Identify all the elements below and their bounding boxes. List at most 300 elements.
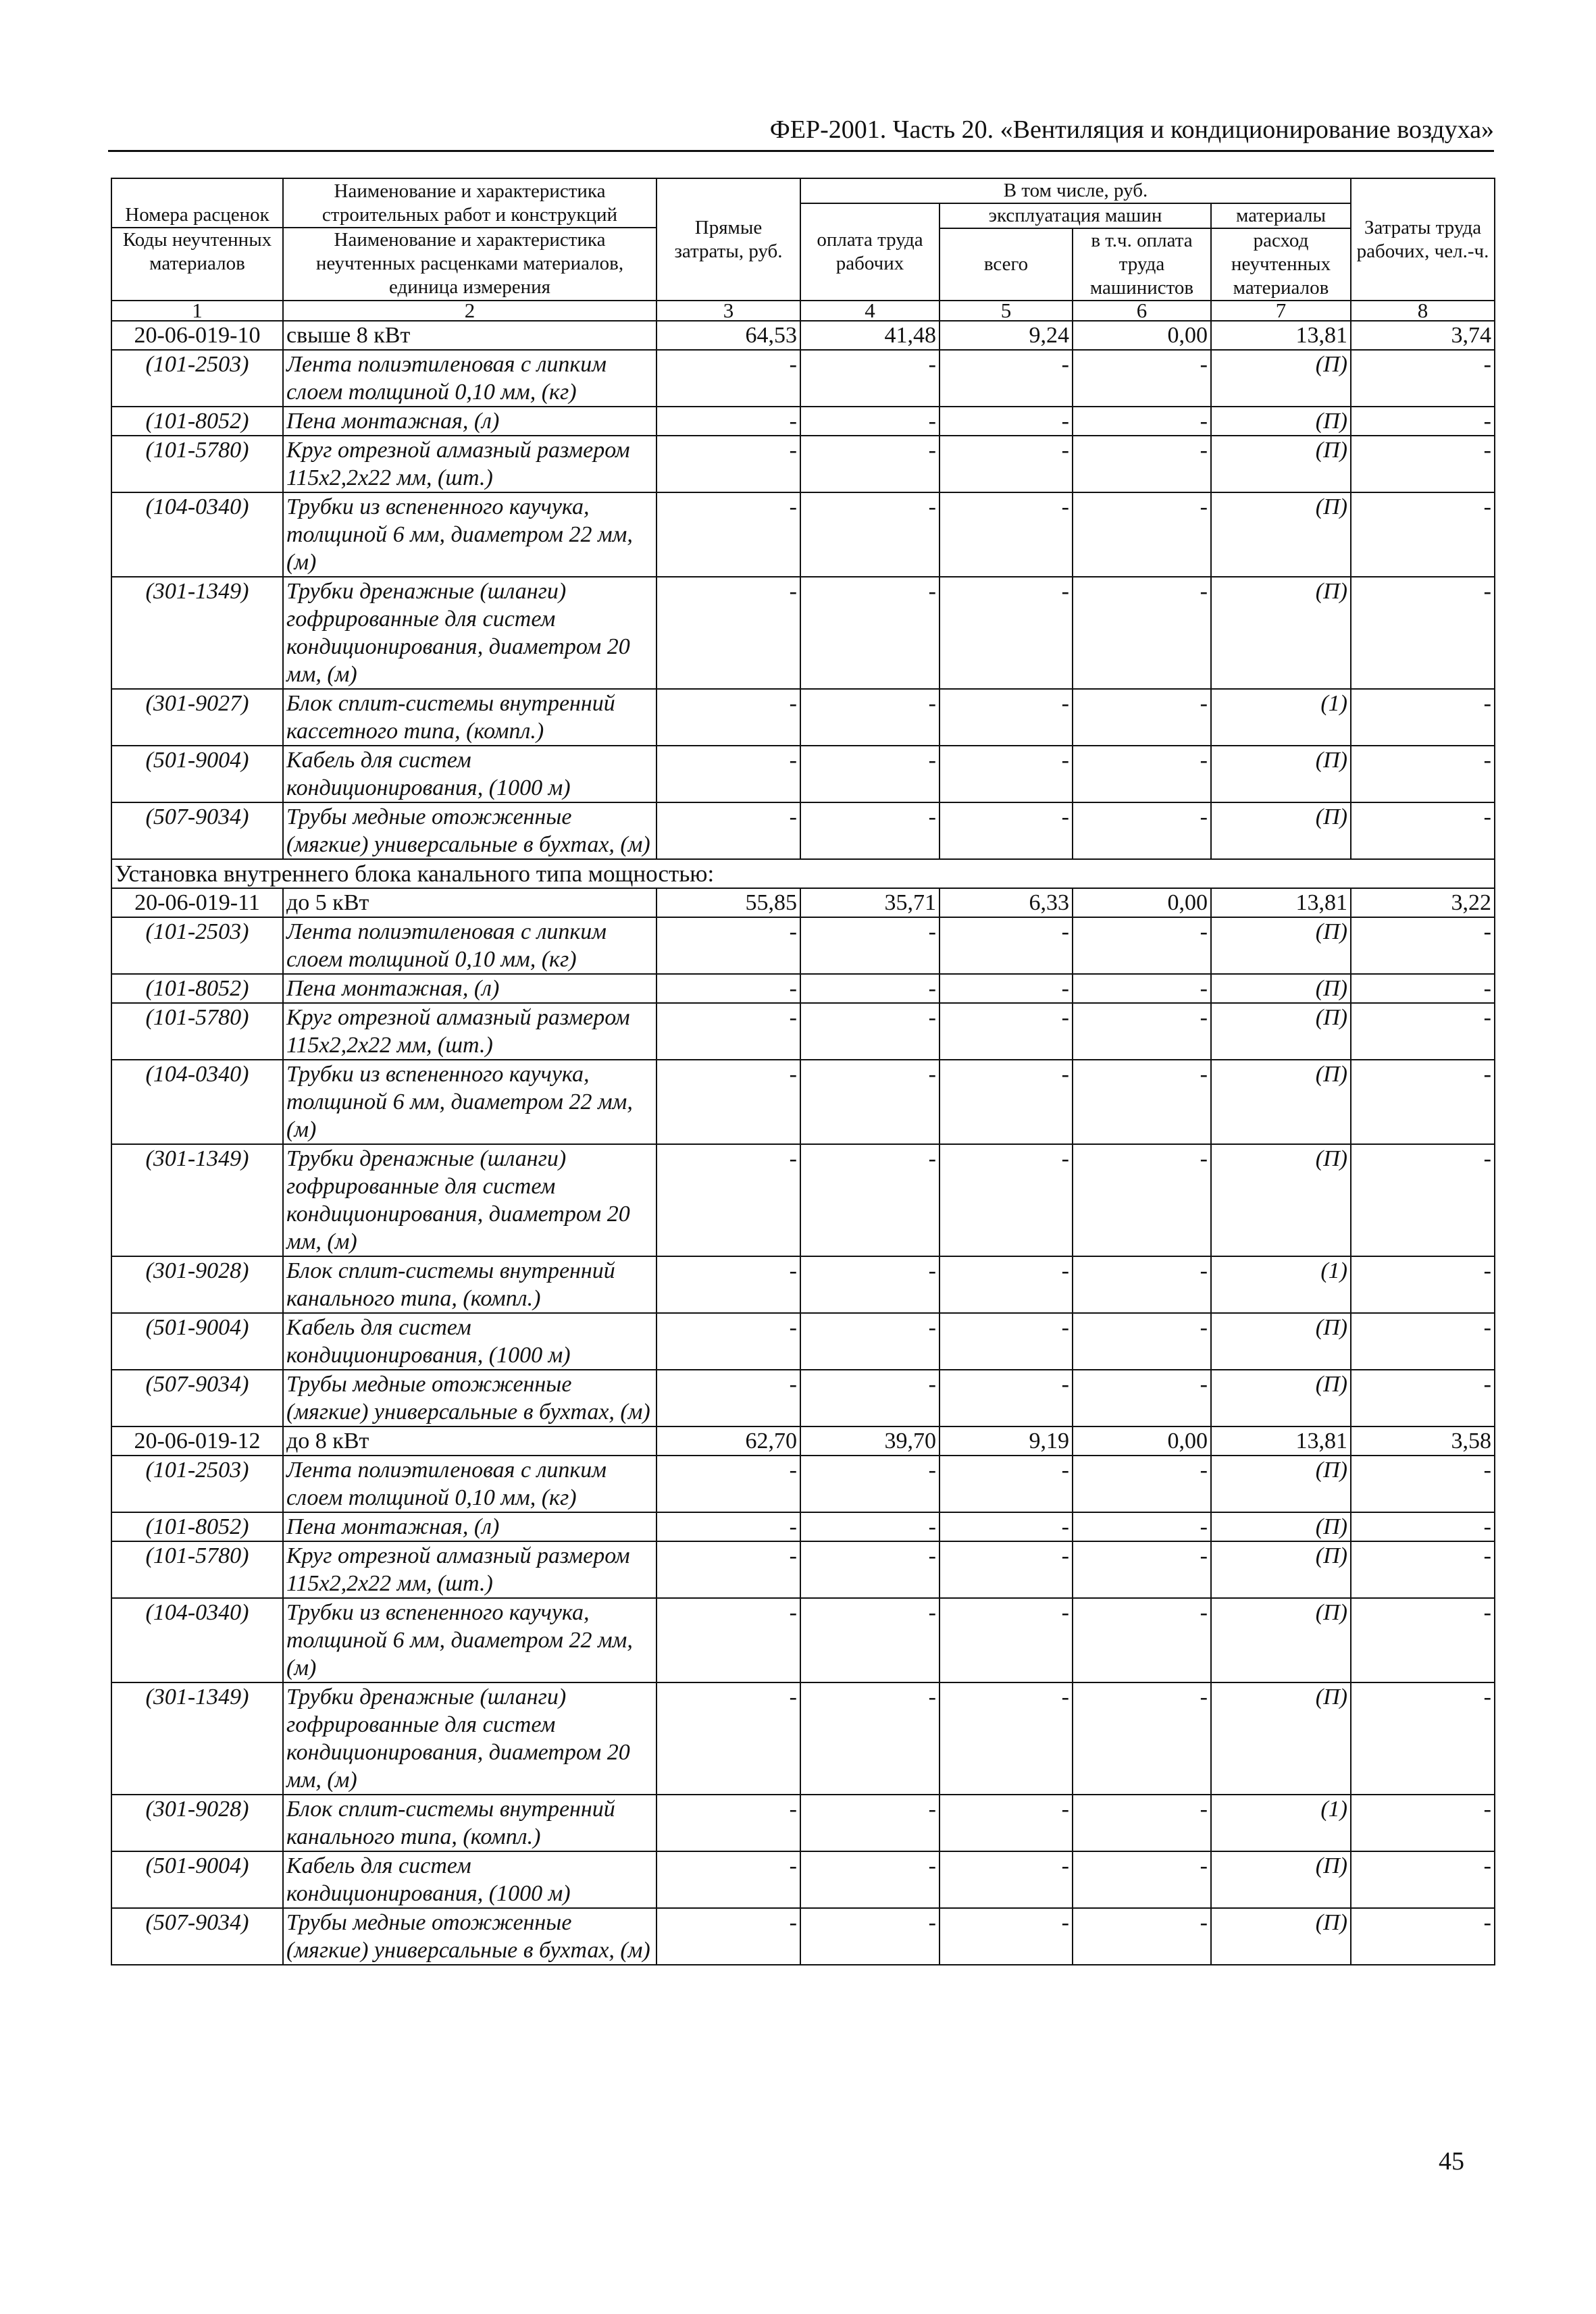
dash-cell: -	[800, 1256, 939, 1313]
dash-cell: -	[1351, 1682, 1495, 1795]
rate-row	[111, 321, 1495, 350]
material-usage	[1211, 577, 1351, 689]
dash-cell: -	[1073, 1456, 1211, 1512]
material-name-text: Лента полиэтиленовая с липким слоем толщиной 0,10 мм, (кг)	[286, 1458, 607, 1510]
labor-pay-value: 35,71	[800, 888, 939, 917]
dash-cell: -	[800, 577, 939, 689]
rates-table	[111, 178, 1495, 1965]
dash-cell: -	[657, 1851, 800, 1908]
material-code	[111, 1003, 283, 1060]
dash-cell: -	[800, 407, 939, 436]
material-usage	[1211, 1682, 1351, 1795]
dash-cell: -	[1073, 917, 1211, 974]
dash-cell: -	[1073, 407, 1211, 436]
material-code-text: (301-1349)	[145, 1146, 249, 1171]
dash-cell: -	[1073, 1060, 1211, 1144]
dash-cell: -	[1351, 1003, 1495, 1060]
dash-cell: -	[800, 1370, 939, 1426]
dash-cell: -	[657, 436, 800, 492]
dash-cell: -	[1073, 1256, 1211, 1313]
material-code	[111, 1598, 283, 1682]
dash-cell: -	[800, 1541, 939, 1598]
machines-labor-value: 0,00	[1073, 888, 1211, 917]
dash-cell: -	[657, 1512, 800, 1541]
dash-cell: -	[800, 1598, 939, 1682]
material-usage-text: (1)	[1320, 1797, 1347, 1822]
dash-cell: -	[800, 1456, 939, 1512]
dash-cell: -	[1351, 1256, 1495, 1313]
material-name	[283, 1370, 657, 1426]
dash-cell: -	[657, 492, 800, 577]
direct-costs-value: 64,53	[657, 321, 800, 350]
material-code-text: (507-9034)	[145, 1372, 249, 1397]
material-usage	[1211, 492, 1351, 577]
material-usage	[1211, 1456, 1351, 1512]
material-row	[111, 1144, 1495, 1256]
rate-row	[111, 888, 1495, 917]
material-usage-text: (П)	[1315, 976, 1347, 1001]
dash-cell: -	[800, 1313, 939, 1370]
machines-total-value: 6,33	[939, 888, 1073, 917]
material-usage-text: (П)	[1315, 1062, 1347, 1087]
material-name	[283, 1541, 657, 1598]
material-name-text: Блок сплит-системы внутренний канального типа, (компл.)	[286, 1258, 615, 1311]
dash-cell: -	[939, 407, 1073, 436]
column-number: 2	[283, 301, 657, 321]
direct-costs-header: Прямые затраты, руб.	[657, 178, 800, 301]
column-number: 8	[1351, 301, 1495, 321]
dash-cell: -	[800, 436, 939, 492]
material-row	[111, 1512, 1495, 1541]
material-name	[283, 689, 657, 746]
dash-cell: -	[657, 407, 800, 436]
materials-header: материалы	[1211, 203, 1351, 228]
dash-cell: -	[657, 1541, 800, 1598]
material-name-text: Трубки из вспененного каучука, толщиной 6 мм, диаметром 22 мм, (м)	[286, 1600, 633, 1680]
material-usage	[1211, 350, 1351, 407]
material-usage	[1211, 1003, 1351, 1060]
dash-cell: -	[1351, 689, 1495, 746]
material-name	[283, 917, 657, 974]
material-usage-text: (П)	[1315, 579, 1347, 604]
material-code	[111, 350, 283, 407]
dash-cell: -	[800, 746, 939, 802]
material-usage	[1211, 974, 1351, 1003]
material-code	[111, 1370, 283, 1426]
dash-cell: -	[939, 689, 1073, 746]
material-name	[283, 802, 657, 859]
dash-cell: -	[939, 1256, 1073, 1313]
material-usage	[1211, 802, 1351, 859]
material-usage	[1211, 1256, 1351, 1313]
material-row	[111, 1370, 1495, 1426]
material-code	[111, 802, 283, 859]
direct-costs-value: 55,85	[657, 888, 800, 917]
material-name-text: Кабель для систем кондиционирования, (1000 м)	[286, 1315, 571, 1368]
dash-cell: -	[939, 1682, 1073, 1795]
material-row	[111, 974, 1495, 1003]
material-code	[111, 746, 283, 802]
material-usage-text: (П)	[1315, 494, 1347, 519]
page-header-title: ФЕР-2001. Часть 20. «Вентиляция и кондиционирование воздуха»	[769, 115, 1494, 144]
material-name-text: Лента полиэтиленовая с липким слоем толщиной 0,10 мм, (кг)	[286, 352, 607, 405]
dash-cell: -	[939, 1060, 1073, 1144]
header-rule	[108, 150, 1494, 152]
dash-cell: -	[1073, 746, 1211, 802]
including-header: В том числе, руб.	[800, 178, 1351, 203]
material-usage-text: (П)	[1315, 748, 1347, 773]
material-usage	[1211, 1144, 1351, 1256]
material-name	[283, 1682, 657, 1795]
material-name-text: Пена монтажная, (л)	[286, 409, 500, 434]
material-code	[111, 1682, 283, 1795]
dash-cell: -	[657, 1682, 800, 1795]
material-code-text: (101-2503)	[145, 919, 249, 944]
dash-cell: -	[657, 1144, 800, 1256]
material-code-text: (301-9028)	[145, 1797, 249, 1822]
material-usage	[1211, 1313, 1351, 1370]
material-code	[111, 577, 283, 689]
material-usage-text: (П)	[1315, 1600, 1347, 1625]
dash-cell: -	[939, 746, 1073, 802]
column-number: 7	[1211, 301, 1351, 321]
material-row	[111, 407, 1495, 436]
dash-cell: -	[939, 1313, 1073, 1370]
material-code-text: (101-5780)	[145, 1543, 249, 1568]
dash-cell: -	[1351, 974, 1495, 1003]
dash-cell: -	[1351, 492, 1495, 577]
dash-cell: -	[1073, 577, 1211, 689]
material-usage-text: (П)	[1315, 438, 1347, 463]
material-usage-text: (П)	[1315, 804, 1347, 829]
material-name	[283, 1060, 657, 1144]
dash-cell: -	[939, 802, 1073, 859]
material-row	[111, 1456, 1495, 1512]
material-name	[283, 1512, 657, 1541]
dash-cell: -	[657, 1313, 800, 1370]
material-usage	[1211, 1598, 1351, 1682]
material-usage-text: (1)	[1320, 691, 1347, 716]
material-code-text: (101-8052)	[145, 409, 249, 434]
materials-use-header: расход неучтенных материалов	[1211, 228, 1351, 301]
material-code-text: (101-2503)	[145, 352, 249, 377]
rate-row	[111, 1426, 1495, 1456]
dash-cell: -	[800, 689, 939, 746]
material-name	[283, 407, 657, 436]
material-usage	[1211, 1851, 1351, 1908]
material-usage-text: (П)	[1315, 1685, 1347, 1709]
material-name-text: Лента полиэтиленовая с липким слоем толщиной 0,10 мм, (кг)	[286, 919, 607, 972]
material-row	[111, 1795, 1495, 1851]
material-code-text: (101-8052)	[145, 1514, 249, 1539]
dash-cell: -	[657, 1060, 800, 1144]
material-name	[283, 1598, 657, 1682]
dash-cell: -	[657, 1256, 800, 1313]
dash-cell: -	[800, 492, 939, 577]
material-code	[111, 1144, 283, 1256]
column-number: 4	[800, 301, 939, 321]
material-code	[111, 407, 283, 436]
dash-cell: -	[1073, 1003, 1211, 1060]
material-row	[111, 746, 1495, 802]
material-code-text: (501-9004)	[145, 748, 249, 773]
material-name	[283, 577, 657, 689]
dash-cell: -	[939, 1598, 1073, 1682]
page-number: 45	[1439, 2147, 1464, 2176]
dash-cell: -	[800, 1795, 939, 1851]
dash-cell: -	[1073, 350, 1211, 407]
material-usage	[1211, 1795, 1351, 1851]
material-code	[111, 1795, 283, 1851]
material-usage	[1211, 689, 1351, 746]
labor-cost-value: 3,74	[1351, 321, 1495, 350]
material-code-text: (507-9034)	[145, 1910, 249, 1935]
dash-cell: -	[1351, 1598, 1495, 1682]
col2-header-bottom: Наименование и характеристика неучтенных расценками материалов, единица измерения	[315, 229, 624, 298]
dash-cell: -	[657, 974, 800, 1003]
material-row	[111, 436, 1495, 492]
dash-cell: -	[1351, 1060, 1495, 1144]
material-name-text: Трубки дренажные (шланги) гофрированные для систем кондиционирования, диаметром 20 мм, (м)	[286, 579, 630, 687]
dash-cell: -	[1351, 577, 1495, 689]
material-row	[111, 1313, 1495, 1370]
rate-name: до 5 кВт	[283, 888, 657, 917]
column-number: 3	[657, 301, 800, 321]
material-code	[111, 1512, 283, 1541]
dash-cell: -	[1351, 1512, 1495, 1541]
material-name	[283, 1144, 657, 1256]
material-name-text: Пена монтажная, (л)	[286, 1514, 500, 1539]
material-code	[111, 492, 283, 577]
material-name-text: Кабель для систем кондиционирования, (1000 м)	[286, 748, 571, 800]
dash-cell: -	[1351, 350, 1495, 407]
dash-cell: -	[939, 1370, 1073, 1426]
dash-cell: -	[657, 1795, 800, 1851]
material-name	[283, 1851, 657, 1908]
material-usage-text: (П)	[1315, 1543, 1347, 1568]
dash-cell: -	[1351, 1795, 1495, 1851]
direct-costs-value: 62,70	[657, 1426, 800, 1456]
dash-cell: -	[657, 577, 800, 689]
material-code	[111, 1256, 283, 1313]
material-name-text: Пена монтажная, (л)	[286, 976, 500, 1001]
material-name	[283, 1456, 657, 1512]
dash-cell: -	[939, 1144, 1073, 1256]
dash-cell: -	[1073, 1851, 1211, 1908]
dash-cell: -	[939, 1851, 1073, 1908]
dash-cell: -	[1351, 1851, 1495, 1908]
dash-cell: -	[1351, 746, 1495, 802]
dash-cell: -	[800, 1003, 939, 1060]
dash-cell: -	[939, 974, 1073, 1003]
machines-labor-value: 0,00	[1073, 1426, 1211, 1456]
dash-cell: -	[1073, 1682, 1211, 1795]
dash-cell: -	[657, 1908, 800, 1965]
material-name-text: Трубки из вспененного каучука, толщиной 6 мм, диаметром 22 мм, (м)	[286, 494, 633, 575]
material-row	[111, 492, 1495, 577]
material-name-text: Круг отрезной алмазный размером 115х2,2х22 мм, (шт.)	[286, 1543, 630, 1596]
material-usage-text: (П)	[1315, 409, 1347, 434]
material-usage-text: (П)	[1315, 1146, 1347, 1171]
column-number: 5	[939, 301, 1073, 321]
column-number: 1	[111, 301, 283, 321]
dash-cell: -	[657, 1598, 800, 1682]
material-usage-text: (П)	[1315, 1910, 1347, 1935]
machines-header: эксплуатация машин	[939, 203, 1211, 228]
rate-code: 20-06-019-12	[111, 1426, 283, 1456]
material-row	[111, 577, 1495, 689]
material-code-text: (101-5780)	[145, 438, 249, 463]
material-code-text: (104-0340)	[145, 1062, 249, 1087]
dash-cell: -	[800, 1060, 939, 1144]
materials-value: 13,81	[1211, 888, 1351, 917]
material-usage	[1211, 1370, 1351, 1426]
dash-cell: -	[657, 917, 800, 974]
col1-header-top: Номера расценок	[112, 203, 282, 228]
material-usage-text: (П)	[1315, 919, 1347, 944]
material-code	[111, 1456, 283, 1512]
material-code-text: (301-9028)	[145, 1258, 249, 1283]
material-usage	[1211, 436, 1351, 492]
material-name	[283, 974, 657, 1003]
dash-cell: -	[1351, 1144, 1495, 1256]
material-name	[283, 1313, 657, 1370]
dash-cell: -	[939, 436, 1073, 492]
material-row	[111, 689, 1495, 746]
machines-labor-value: 0,00	[1073, 321, 1211, 350]
dash-cell: -	[1351, 917, 1495, 974]
material-row	[111, 1256, 1495, 1313]
dash-cell: -	[1073, 1795, 1211, 1851]
dash-cell: -	[939, 1541, 1073, 1598]
material-code-text: (101-5780)	[145, 1005, 249, 1030]
material-code	[111, 1060, 283, 1144]
dash-cell: -	[800, 802, 939, 859]
dash-cell: -	[800, 350, 939, 407]
dash-cell: -	[800, 1682, 939, 1795]
material-row	[111, 350, 1495, 407]
material-row	[111, 802, 1495, 859]
material-code	[111, 917, 283, 974]
dash-cell: -	[1351, 1313, 1495, 1370]
material-name-text: Трубки из вспененного каучука, толщиной 6 мм, диаметром 22 мм, (м)	[286, 1062, 633, 1142]
material-usage-text: (П)	[1315, 1372, 1347, 1397]
material-row	[111, 1851, 1495, 1908]
material-code-text: (301-1349)	[145, 579, 249, 604]
dash-cell: -	[1351, 407, 1495, 436]
dash-cell: -	[800, 917, 939, 974]
material-usage	[1211, 1060, 1351, 1144]
dash-cell: -	[939, 350, 1073, 407]
dash-cell: -	[1073, 492, 1211, 577]
material-row	[111, 1541, 1495, 1598]
material-code	[111, 974, 283, 1003]
dash-cell: -	[1073, 802, 1211, 859]
dash-cell: -	[800, 1512, 939, 1541]
dash-cell: -	[1351, 1908, 1495, 1965]
material-usage-text: (П)	[1315, 1005, 1347, 1030]
material-name	[283, 1908, 657, 1965]
material-name	[283, 1795, 657, 1851]
material-code	[111, 1851, 283, 1908]
labor-pay-value: 39,70	[800, 1426, 939, 1456]
dash-cell: -	[800, 974, 939, 1003]
dash-cell: -	[939, 1908, 1073, 1965]
material-name-text: Круг отрезной алмазный размером 115х2,2х22 мм, (шт.)	[286, 438, 630, 490]
section-row	[111, 859, 1495, 888]
material-code-text: (301-1349)	[145, 1685, 249, 1709]
rate-code: 20-06-019-10	[111, 321, 283, 350]
material-code-text: (101-8052)	[145, 976, 249, 1001]
material-row	[111, 1003, 1495, 1060]
dash-cell: -	[1073, 1313, 1211, 1370]
labor-cost-value: 3,22	[1351, 888, 1495, 917]
material-usage	[1211, 1908, 1351, 1965]
material-code-text: (501-9004)	[145, 1853, 249, 1878]
dash-cell: -	[1073, 1598, 1211, 1682]
dash-cell: -	[657, 1003, 800, 1060]
material-name-text: Блок сплит-системы внутренний кассетного типа, (компл.)	[286, 691, 615, 744]
materials-value: 13,81	[1211, 321, 1351, 350]
dash-cell: -	[1351, 802, 1495, 859]
dash-cell: -	[1351, 1541, 1495, 1598]
dash-cell: -	[1073, 1908, 1211, 1965]
column-number: 6	[1073, 301, 1211, 321]
materials-value: 13,81	[1211, 1426, 1351, 1456]
material-row	[111, 1682, 1495, 1795]
material-name	[283, 436, 657, 492]
material-code-text: (501-9004)	[145, 1315, 249, 1340]
rate-name: свыше 8 кВт	[283, 321, 657, 350]
material-row	[111, 1060, 1495, 1144]
dash-cell: -	[1073, 689, 1211, 746]
material-code	[111, 436, 283, 492]
dash-cell: -	[939, 492, 1073, 577]
dash-cell: -	[800, 1144, 939, 1256]
material-code	[111, 689, 283, 746]
rate-code: 20-06-019-11	[111, 888, 283, 917]
material-usage	[1211, 917, 1351, 974]
dash-cell: -	[1073, 1512, 1211, 1541]
material-row	[111, 1598, 1495, 1682]
dash-cell: -	[1073, 1541, 1211, 1598]
material-name	[283, 746, 657, 802]
dash-cell: -	[1073, 974, 1211, 1003]
dash-cell: -	[657, 746, 800, 802]
dash-cell: -	[1073, 436, 1211, 492]
material-name-text: Трубы медные отожженные (мягкие) универсальные в бухтах, (м)	[286, 804, 650, 857]
dash-cell: -	[939, 577, 1073, 689]
labor-pay-value: 41,48	[800, 321, 939, 350]
material-row	[111, 1908, 1495, 1965]
col2-header-top: Наименование и характеристика строительных работ и конструкций	[284, 180, 656, 228]
material-usage	[1211, 1512, 1351, 1541]
material-code-text: (507-9034)	[145, 804, 249, 829]
material-name-text: Круг отрезной алмазный размером 115х2,2х22 мм, (шт.)	[286, 1005, 630, 1058]
material-code-text: (104-0340)	[145, 1600, 249, 1625]
material-code-text: (104-0340)	[145, 494, 249, 519]
dash-cell: -	[939, 1456, 1073, 1512]
material-code	[111, 1541, 283, 1598]
labor-cost-value: 3,58	[1351, 1426, 1495, 1456]
material-name-text: Трубы медные отожженные (мягкие) универсальные в бухтах, (м)	[286, 1910, 650, 1963]
machines-total-value: 9,19	[939, 1426, 1073, 1456]
material-name-text: Трубки дренажные (шланги) гофрированные для систем кондиционирования, диаметром 20 мм, (м)	[286, 1146, 630, 1254]
material-code-text: (301-9027)	[145, 691, 249, 716]
material-name	[283, 1256, 657, 1313]
material-name-text: Трубки дренажные (шланги) гофрированные для систем кондиционирования, диаметром 20 мм, (м)	[286, 1685, 630, 1793]
machines-total-header: всего	[939, 228, 1073, 301]
